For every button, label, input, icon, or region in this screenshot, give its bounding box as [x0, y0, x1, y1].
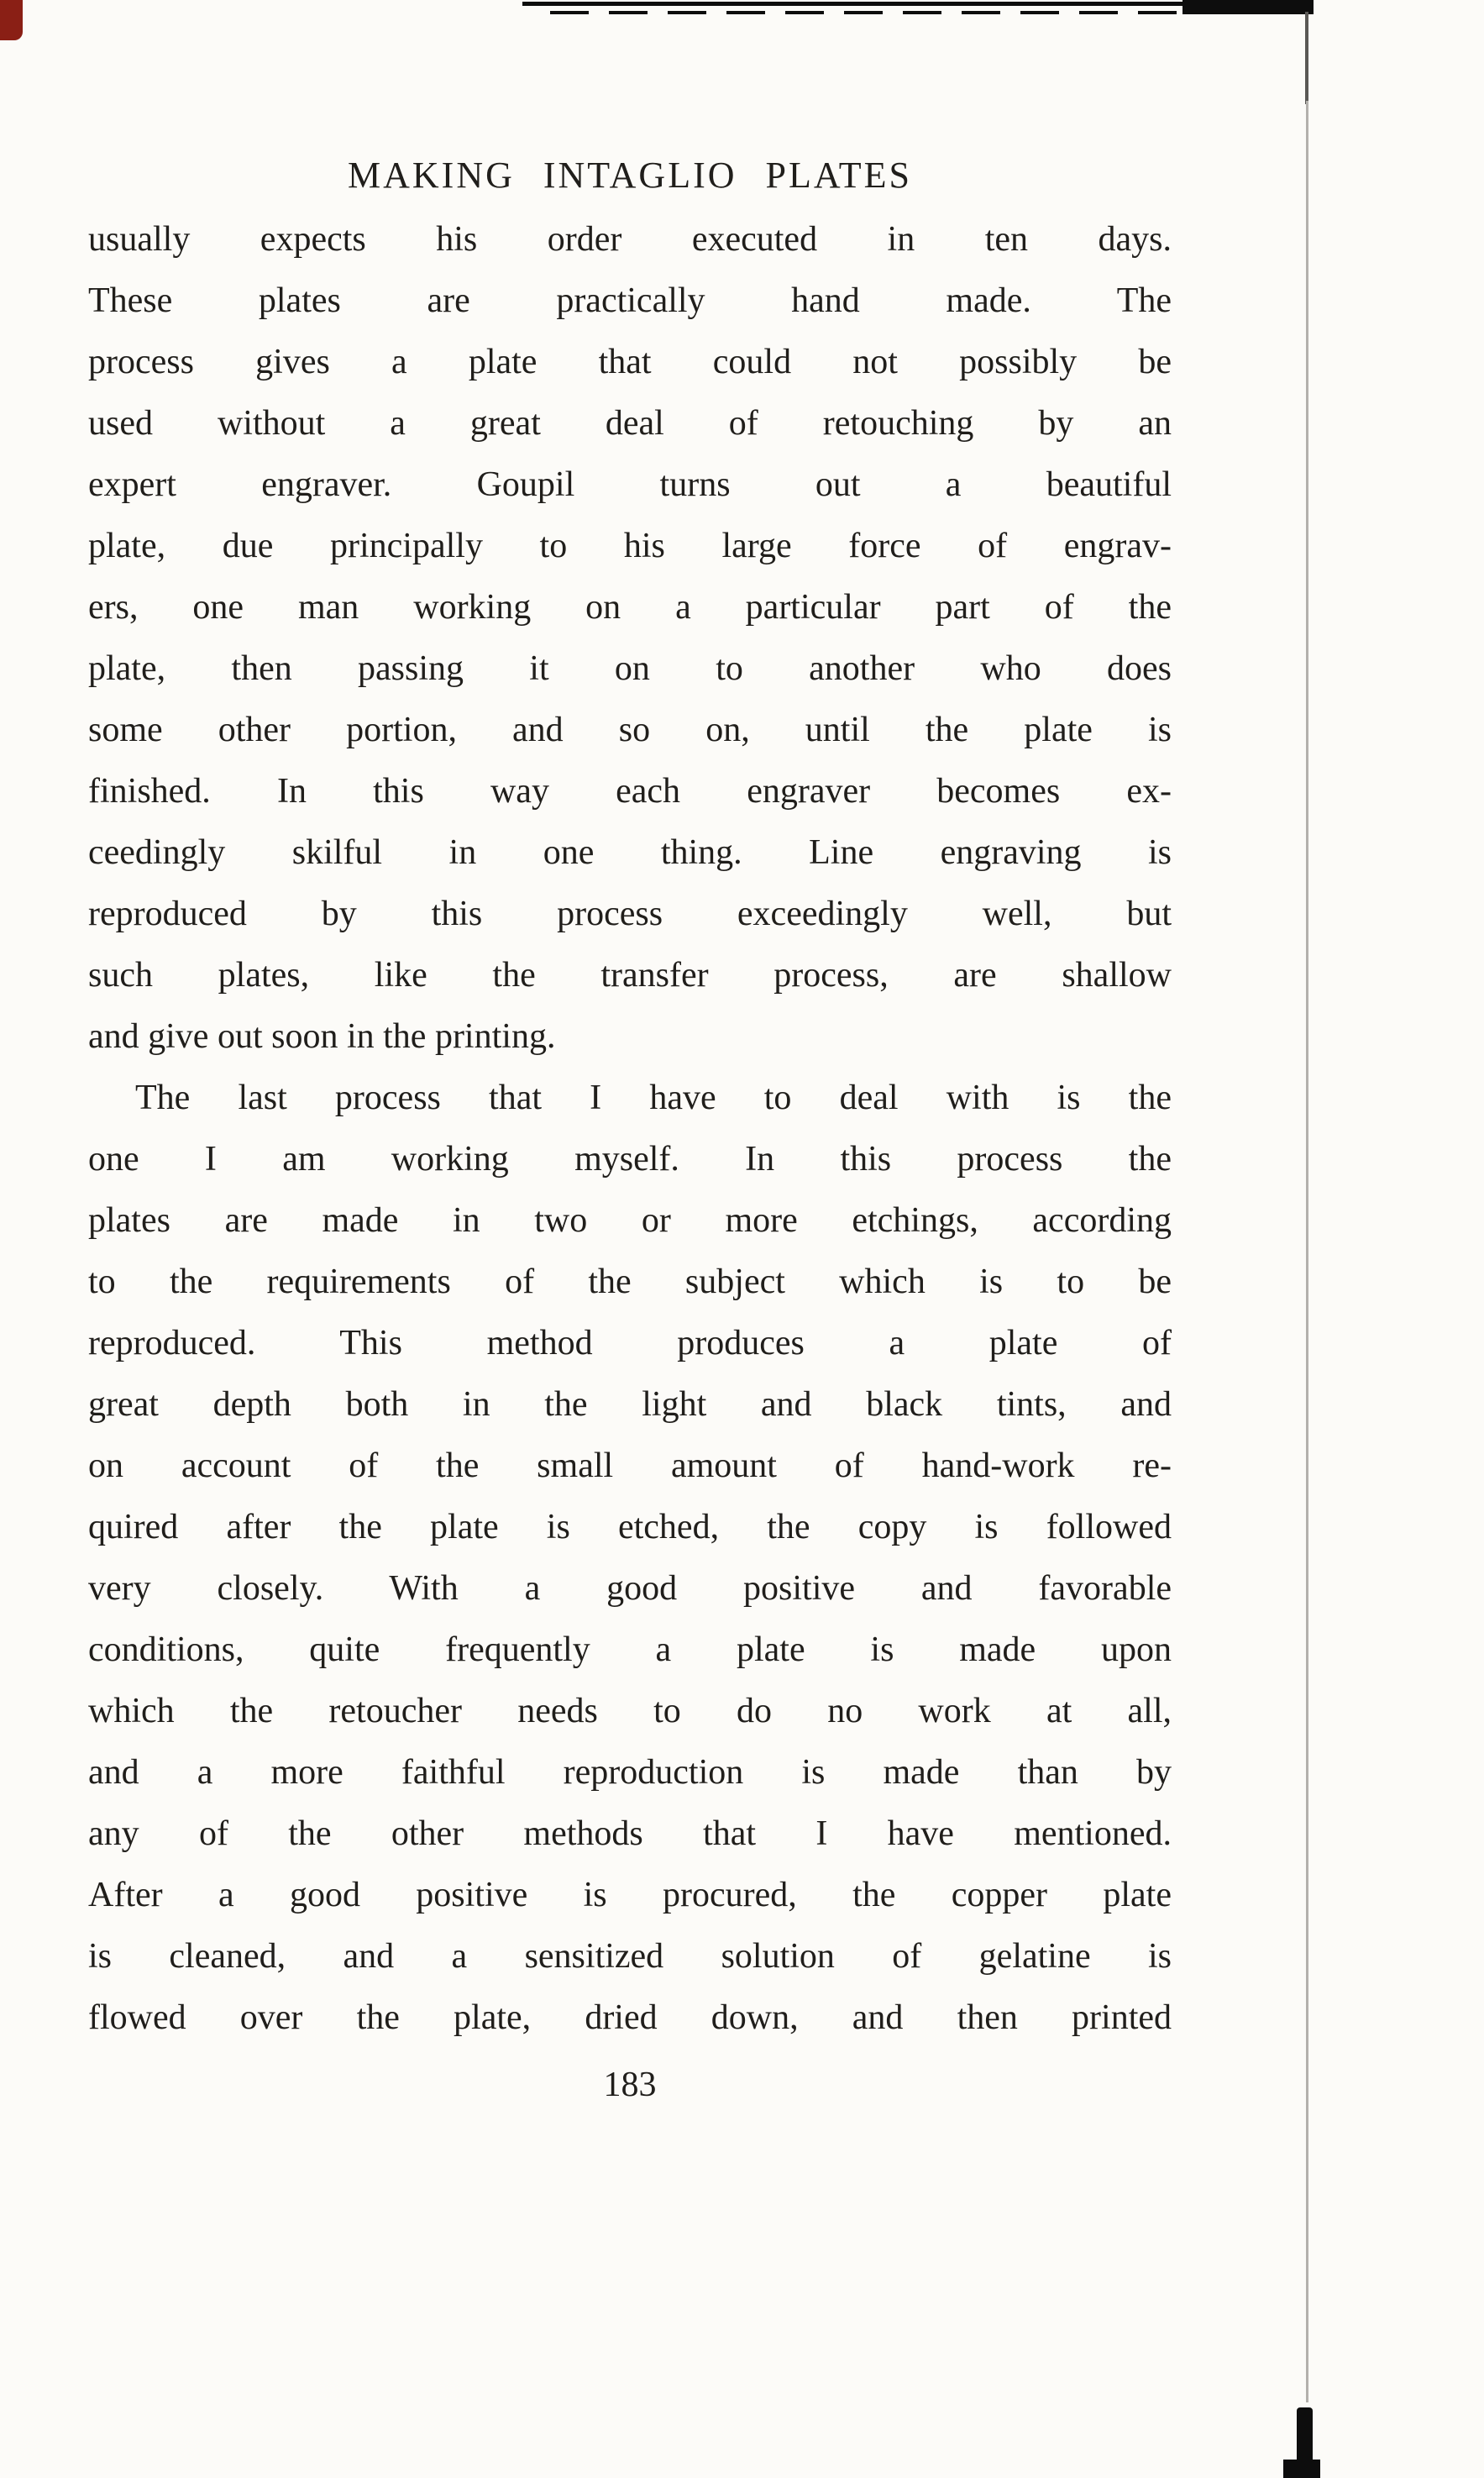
- text-line: reproduced by this process exceedingly well, but: [88, 895, 1172, 933]
- text-line: to the requirements of the subject which is to be: [88, 1263, 1172, 1301]
- text-line: plate, then passing it on to another who does: [88, 649, 1172, 688]
- text-line: plate, due principally to his large force of engrav-: [88, 527, 1172, 565]
- text-line: and give out soon in the printing.: [88, 1017, 556, 1056]
- text-line: flowed over the plate, dried down, and then printed: [88, 1998, 1172, 2037]
- text-line: some other portion, and so on, until the plate is: [88, 711, 1172, 749]
- text-line: plates are made in two or more etchings, according: [88, 1201, 1172, 1240]
- text-line: on account of the small amount of hand-work re-: [88, 1446, 1172, 1485]
- text-line: reproduced. This method produces a plate of: [88, 1324, 1172, 1362]
- text-line: conditions, quite frequently a plate is made upon: [88, 1630, 1172, 1669]
- scan-artifact-top-dashed-line: [550, 11, 1235, 14]
- text-line: These plates are practically hand made. The: [88, 281, 1172, 320]
- text-line: ers, one man working on a particular part of the: [88, 588, 1172, 627]
- scan-artifact-top-line: [522, 2, 1253, 6]
- scan-artifact-page-edge-line: [1306, 101, 1308, 2402]
- scan-artifact-bottom-right-mark-2: [1283, 2460, 1320, 2478]
- text-line: quired after the plate is etched, the copy is followed: [88, 1508, 1172, 1546]
- text-line: The last process that I have to deal with is the: [135, 1079, 1172, 1117]
- scan-artifact-corner-red-mark: [0, 0, 23, 40]
- text-line: After a good positive is procured, the copper plate: [88, 1876, 1172, 1914]
- text-line: which the retoucher needs to do no work at all,: [88, 1692, 1172, 1730]
- text-line: used without a great deal of retouching by an: [88, 404, 1172, 443]
- text-line: finished. In this way each engraver becomes ex-: [88, 772, 1172, 811]
- text-line: process gives a plate that could not possibly be: [88, 343, 1172, 381]
- text-line: very closely. With a good positive and favorable: [88, 1569, 1172, 1608]
- page-title: MAKING INTAGLIO PLATES: [348, 155, 912, 196]
- text-line: is cleaned, and a sensitized solution of gelatine is: [88, 1937, 1172, 1976]
- text-block: [88, 209, 1172, 2049]
- text-line: such plates, like the transfer process, are shallow: [88, 956, 1172, 995]
- text-line: expert engraver. Goupil turns out a beautiful: [88, 465, 1172, 504]
- scan-artifact-page-edge-dark: [1305, 12, 1308, 104]
- text-line: one I am working myself. In this process the: [88, 1140, 1172, 1179]
- text-line: great depth both in the light and black tints, and: [88, 1385, 1172, 1424]
- text-line: and a more faithful reproduction is made than by: [88, 1753, 1172, 1792]
- scan-artifact-top-right-bar: [1182, 0, 1314, 14]
- text-line: usually expects his order executed in ten days.: [88, 220, 1172, 259]
- text-line: any of the other methods that I have mentioned.: [88, 1814, 1172, 1853]
- text-line: ceedingly skilful in one thing. Line engraving is: [88, 833, 1172, 872]
- page-number: 183: [603, 2066, 657, 2104]
